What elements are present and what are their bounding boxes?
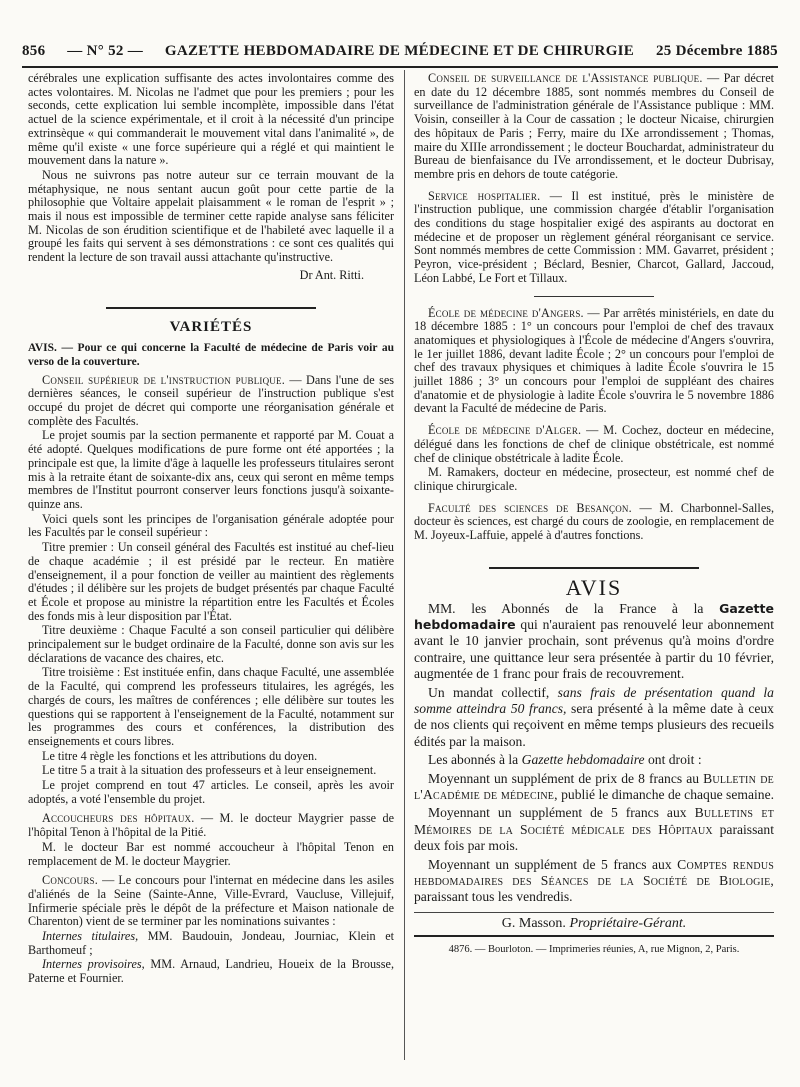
avis-p3-text-b: ont droit : bbox=[644, 752, 702, 768]
accoucheurs-paragraph bbox=[28, 812, 394, 839]
avis-p5-text-a: Moyennant un supplément de 5 francs aux bbox=[428, 805, 695, 821]
page-header bbox=[22, 40, 778, 62]
concours-paragraph bbox=[28, 874, 394, 929]
internes-provisoires-label: Internes provisoires, bbox=[42, 957, 145, 972]
projet-paragraph: Le projet soumis par la section permanente et rapporté par M. Couat a été adopté. Quelques modifications de pure forme ont été apportées ; la principale est que, la limite d'âge à laquelle les professeurs titulaires seront mis à la retraite étant de soixante-dix ans, ceux qui seront en même temps membres de l'Institut pourront conserver leurs fonctions jusqu'à soixante-quinze ans. bbox=[28, 428, 394, 511]
service-paragraph bbox=[414, 190, 774, 286]
angers-heading: École de médecine d'Angers. bbox=[428, 305, 584, 320]
avis-p2-italic: sans frais de présentation quand la somme atteindra 50 francs, bbox=[414, 684, 774, 716]
avis-p6-text-a: Moyennant un supplément de 5 francs aux bbox=[428, 856, 678, 872]
avis-p5-text-b: paraissant deux fois par mois. bbox=[414, 821, 774, 854]
avis-note: AVIS. — Pour ce qui concerne la Faculté de médecine de Paris voir au verso de la couverture. bbox=[28, 342, 394, 368]
alger-heading: École de médecine d'Alger. bbox=[428, 423, 582, 438]
journal-title: GAZETTE HEBDOMADAIRE DE MÉDECINE ET DE CHIRURGIE bbox=[164, 42, 635, 59]
printer-footer: 4876. — Bourloton. — Imprimeries réunies, A, rue Mignon, 2, Paris. bbox=[414, 935, 774, 957]
service-text: — Il est institué, près le ministère de l'instruction publique, une commission chargée d'établir l'organisation des conditions du stage hospitalier exigé des aspirants au doctorat en médecine et de proposer un règlement général réorganisant ce service. Sont nommés membres de cette Commission : MM. Gavarret, président ; Peyron, vice-président ; Béclard, Besnier, Charcot, Gallard, Jaccoud, Léon Labbé, Le Fort et Tillaux. bbox=[414, 188, 775, 285]
avis-paragraph-1 bbox=[414, 601, 774, 683]
intro-paragraph-2: Nous ne suivrons pas notre auteur sur ce terrain mouvant de la métaphysique, ne nous sentant aucun goût pour cette partie de la philosophie que Voltaire appelait plaisamment « le roman de l'esprit » ; mais il nous est impossible de terminer cette rapide analyse sans féliciter M. Nicolas de son érudition scientifique et de l'habileté avec laquelle il a groupé les faits qui servent à ses démonstrations : ce sont ces qualités qui rendent la lecture de son travail aussi attachante qu'instructive. bbox=[28, 167, 394, 265]
varietes-title: VARIÉTÉS bbox=[169, 318, 253, 335]
gerant-name: G. Masson. bbox=[501, 915, 566, 931]
avis-rule bbox=[489, 567, 699, 569]
avis-body bbox=[414, 601, 774, 906]
avis-p4-text-a: Moyennant un supplément de prix de 8 francs au bbox=[428, 770, 704, 786]
gazette-title: Gazette hebdomadaire bbox=[414, 600, 774, 632]
avis-title: AVIS bbox=[565, 574, 623, 600]
titre-5-paragraph: Le titre 5 a trait à la situation des professeurs et à leur enseignement. bbox=[42, 763, 377, 778]
avis-paragraph-5 bbox=[414, 805, 774, 854]
avis-paragraph-4 bbox=[414, 771, 774, 804]
conseil-paragraph bbox=[28, 374, 394, 429]
avis-p1-text-b: qui n'auraient pas renouvelé leur abonnement avant le 10 janvier prochain, sont prévenus qu'à moins d'ordre contraire, une quittance leur sera présentée à partir du 10 février, augmentée de 1 franc pour frais de recouvrement. bbox=[414, 616, 774, 682]
besancon-paragraph bbox=[414, 502, 774, 543]
avis-p2-text-a: Un mandat collectif, bbox=[428, 684, 558, 700]
accoucheurs-text: — M. le docteur Maygrier passe de l'hôpital Tenon à l'hôpital de la Pitié. bbox=[28, 811, 395, 840]
internes-titulaires-label: Internes titulaires, bbox=[42, 929, 139, 944]
column-divider bbox=[404, 70, 405, 1060]
avis-paragraph-6 bbox=[414, 857, 774, 906]
issue-number: — N° 52 — bbox=[67, 42, 144, 59]
article-signature: Dr Ant. Ritti. bbox=[299, 267, 364, 282]
right-column bbox=[414, 72, 774, 956]
avis-p3-italic: Gazette hebdomadaire bbox=[521, 752, 645, 768]
conseil-heading: Conseil supérieur de l'instruction publique. bbox=[42, 372, 285, 387]
avis-paragraph-2 bbox=[414, 685, 774, 751]
surveillance-paragraph bbox=[414, 72, 774, 182]
conseil-text: — Dans l'une de ses dernières séances, le conseil supérieur de l'instruction publique s'est occupé du projet de décret qui comporte une réorganisation générale et complète des Facultés. bbox=[28, 372, 395, 428]
angers-paragraph bbox=[414, 307, 774, 417]
service-heading: Service hospitalier. bbox=[428, 188, 541, 203]
gerant-rule bbox=[414, 912, 774, 913]
ramakers-paragraph: M. Ramakers, docteur en médecine, prosecteur, est nommé chef de clinique chirurgicale. bbox=[414, 465, 774, 493]
intro-paragraph-1: cérébrales une explication suffisante des actes involontaires comme des actes volontaires. M. Nicolas ne l'admet que pour les premiers ; pour les seconds, cette explication lui semble incomplète, impossible dans l'état actuel de la science expérimentale, et il croit à la nécessité d'un principe extrinsèque « qui commanderait le mouvement vital dans l'animalité », de même qu'il existe « une force supérieure qui a réglé et qui maintient le mouvement dans la nature ». bbox=[28, 71, 394, 168]
besancon-text: — M. Charbonnel-Salles, docteur ès sciences, est chargé du cours de zoologie, en remplacement de M. Joyeux-Laffuie, appelé à d'autres fonctions. bbox=[414, 500, 775, 543]
issue-date: 25 Décembre 1885 bbox=[655, 42, 778, 59]
projet-47-paragraph: Le projet comprend en tout 47 articles. Le conseil, après les avoir adoptés, a voté l'ensemble du projet. bbox=[28, 778, 394, 806]
left-column bbox=[28, 72, 394, 987]
avis-p4-text-b: publié le dimanche de chaque semaine. bbox=[557, 786, 774, 802]
internes-titulaires-paragraph bbox=[28, 930, 394, 957]
page-number: 856 bbox=[22, 42, 46, 59]
surveillance-heading: Conseil de surveillance de l'Assistance publique. bbox=[428, 71, 703, 85]
principes-paragraph: Voici quels sont les principes de l'organisation générale adoptée pour les Facultés par le conseil supérieur : bbox=[28, 511, 394, 540]
titre-deuxieme-paragraph: Titre deuxième : Chaque Faculté a son conseil particulier qui délibère principalement sur le budget ordinaire de la Faculté, donne son avis sur les déclarations de vacance des chaires, etc. bbox=[28, 623, 394, 665]
angers-text: — Par arrêtés ministériels, en date du 18 décembre 1885 : 1° un concours pour l'emploi de chef des travaux anatomiques et physiologiques à l'École de médecine d'Angers s'ouvrira, le 1er juillet 1886, devant ladite École ; 2° un concours pour l'emploi de chef des travaux physiques et chimiques à ladite École s'ouvrira le 15 juillet 1886 ; 3° un concours pour l'emploi de suppléant des chaires d'anatomie et de physiologie à ladite École s'ouvrira le 5 novembre 1886 devant la Faculté de médecine de Paris. bbox=[414, 305, 775, 416]
section-rule bbox=[106, 307, 316, 309]
besancon-heading: Faculté des sciences de Besançon. bbox=[428, 500, 632, 515]
internes-provisoires-names: MM. Arnaud, Landrieu, Houeix de la Brousse, Paterne et Fournier. bbox=[28, 957, 395, 986]
short-rule-1 bbox=[534, 296, 654, 297]
avis-p1-text-a: MM. les Abonnés de la France à la bbox=[428, 600, 720, 616]
internes-titulaires-names: MM. Baudouin, Jondeau, Journiac, Klein et Barthomeuf ; bbox=[28, 929, 394, 957]
accoucheurs-heading: Accoucheurs des hôpitaux. bbox=[42, 811, 195, 826]
avis-p2-text-b: sera présenté à la même date à ceux de nos clients qui reçoivent en même temps plusieurs des recueils édités par la maison. bbox=[414, 700, 774, 749]
avis-p6-text-b: paraissant tous les vendredis. bbox=[414, 889, 573, 905]
internes-provisoires-paragraph bbox=[28, 958, 394, 985]
header-rule bbox=[22, 66, 778, 68]
avis-p3-text-a: Les abonnés à la bbox=[428, 752, 522, 768]
titre-premier-paragraph: Titre premier : Un conseil général des Facultés est institué au chef-lieu de chaque académie ; il est présidé par le recteur. En matière d'enseignement, il a pour fonction de veiller au maintient des règlements d'études ; il délibère sur les projets de budget présentés par chaque Faculté et École et propose au ministre la répartition entre les Facultés et Écoles des fonds mis à leur disposition par l'État. bbox=[28, 540, 394, 623]
bar-paragraph: M. le docteur Bar est nommé accoucheur à l'hôpital Tenon en remplacement de M. le docteur Maygrier. bbox=[28, 839, 394, 868]
concours-heading: Concours. bbox=[42, 873, 98, 888]
surveillance-text: — Par décret en date du 12 décembre 1885, sont nommés membres du Conseil de surveillance de l'administration générale de l'Assistance publique : MM. Voisin, conseiller à la Cour de cassation ; le docteur Nicaise, chirurgien des hôpitaux de Paris ; Ferry, maire du IXe arrondissement ; Thomas, maire du XIIIe arrondissement ; le docteur Bouchardat, administrateur du Bureau de bienfaisance du IVe arrondissement, et le docteur Dubrisay, membre pris en dehors de toute catégorie. bbox=[414, 71, 775, 181]
alger-text: — M. Cochez, docteur en médecine, délégué dans les fonctions de chef de clinique obstétricale, est nommé chef de clinique obstétricale à ladite École. bbox=[414, 423, 774, 465]
gerant-title: Propriétaire-Gérant. bbox=[565, 915, 687, 931]
alger-paragraph bbox=[414, 424, 774, 465]
avis-paragraph-3 bbox=[414, 752, 774, 768]
gerant-line bbox=[414, 917, 774, 931]
titre-troisieme-paragraph: Titre troisième : Est instituée enfin, dans chaque Faculté, une assemblée de la Faculté, qui comprend les professeurs titulaires, les agrégés, les chargés de cours, les maîtres de conférences ; elle délibère sur toutes les questions qui se rapportent à l'enseignement de la Faculté, notamment sur les programmes des cours et conférences, la distribution des enseignements et cours libres. bbox=[28, 665, 394, 748]
avis-p4-smallcaps: Bulletin de l'Académie de médecine, bbox=[414, 770, 774, 802]
concours-text: — Le concours pour l'internat en médecine dans les asiles d'aliénés de la Seine (Sainte-Anne, Ville-Evrard, Vaucluse, Villejuif, Infirmerie spéciale près le dépôt de la préfecture et Maison nationale de Charenton) vient de se terminer par les nominations suivantes : bbox=[28, 873, 394, 929]
avis-p6-smallcaps: Comptes rendus hebdomadaires des Séances de la Société de Biologie, bbox=[414, 856, 774, 888]
titre-4-paragraph: Le titre 4 règle les fonctions et les attributions du doyen. bbox=[42, 748, 318, 763]
avis-p5-smallcaps: Bulletins et Mémoires de la Société médicale des Hôpitaux bbox=[414, 805, 775, 837]
